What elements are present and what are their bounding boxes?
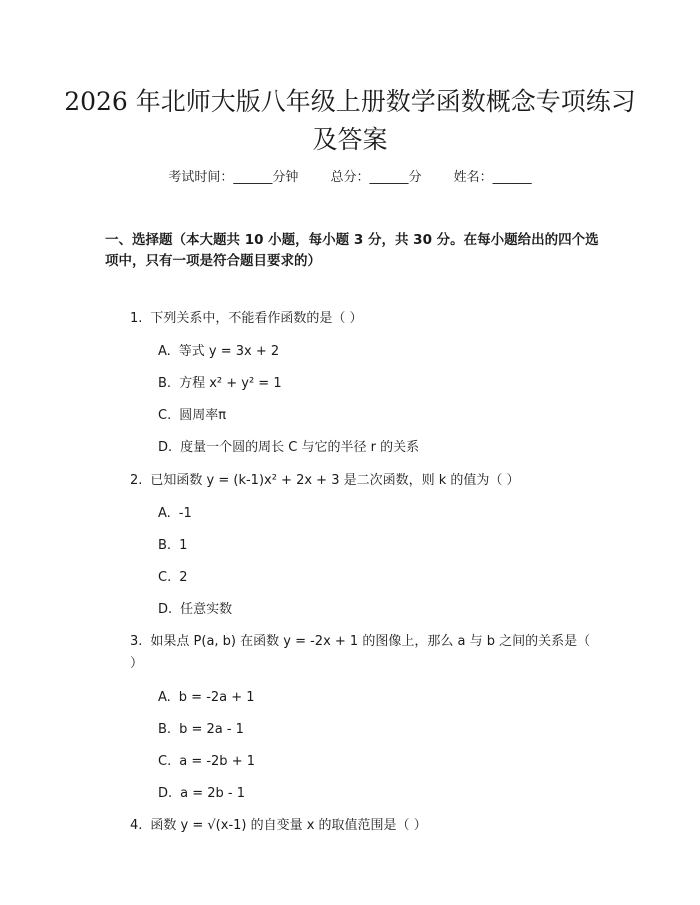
option-2d: [158, 600, 598, 620]
option-label: B.: [158, 376, 172, 391]
question-number: 3.: [130, 634, 143, 649]
exam-meta: [0, 169, 700, 187]
question-4: [130, 815, 600, 837]
student-name: 姓名：______: [453, 170, 532, 185]
option-label: D.: [158, 440, 173, 455]
option-text: 等式 y = 3x + 2: [178, 344, 280, 359]
option-label: C.: [158, 570, 172, 585]
question-text: 下列关系中，不能看作函数的是（ ）: [150, 311, 363, 326]
option-3a: [158, 688, 598, 708]
question-text: 已知函数 y = (k-1)x² + 2x + 3 是二次函数，则 k 的值为（ ）: [150, 473, 520, 488]
option-text: b = 2a - 1: [179, 722, 244, 737]
option-2c: [158, 568, 598, 588]
option-label: C.: [158, 408, 172, 423]
question-number: 4.: [130, 818, 143, 833]
option-text: 圆周率π: [179, 408, 227, 423]
option-text: 方程 x² + y² = 1: [179, 376, 282, 391]
option-label: A.: [158, 344, 171, 359]
option-2b: [158, 536, 598, 556]
question-2: [130, 470, 600, 492]
exam-time: 考试时间：______分钟: [168, 170, 299, 185]
section-heading: 一、选择题（本大题共 10 小题，每小题 3 分，共 30 分。在每小题给出的四个选项中，只有一项是符合题目要求的）: [105, 232, 599, 269]
option-text: a = 2b - 1: [180, 786, 246, 801]
option-text: 1: [179, 538, 188, 553]
option-label: D.: [158, 602, 173, 617]
option-1b: [158, 374, 598, 394]
option-1a: [158, 342, 598, 362]
option-label: A.: [158, 690, 171, 705]
option-label: A.: [158, 506, 171, 521]
option-1c: [158, 406, 598, 426]
question-number: 2.: [130, 473, 143, 488]
option-1d: [158, 438, 598, 458]
exam-score: 总分：______分: [330, 170, 422, 185]
option-label: D.: [158, 786, 173, 801]
question-text: 函数 y = √(x-1) 的自变量 x 的取值范围是（ ）: [150, 818, 427, 833]
option-text: a = -2b + 1: [179, 754, 255, 769]
option-text: b = -2a + 1: [178, 690, 255, 705]
option-text: 度量一个圆的周长 C 与它的半径 r 的关系: [180, 440, 420, 455]
option-3b: [158, 720, 598, 740]
option-text: 2: [179, 570, 188, 585]
option-text: -1: [178, 506, 192, 521]
question-text: 如果点 P(a, b) 在函数 y = -2x + 1 的图像上，那么 a 与 b 之间的关系是（ ）: [130, 634, 591, 671]
option-label: B.: [158, 538, 172, 553]
option-3d: [158, 784, 598, 804]
option-2a: [158, 504, 598, 524]
option-label: C.: [158, 754, 172, 769]
question-1: [130, 308, 600, 330]
question-number: 1.: [130, 311, 143, 326]
option-text: 任意实数: [180, 602, 233, 617]
document-title: 2026 年北师大版八年级上册数学函数概念专项练习及答案: [64, 87, 636, 154]
option-label: B.: [158, 722, 172, 737]
option-3c: [158, 752, 598, 772]
question-3: [130, 631, 600, 675]
